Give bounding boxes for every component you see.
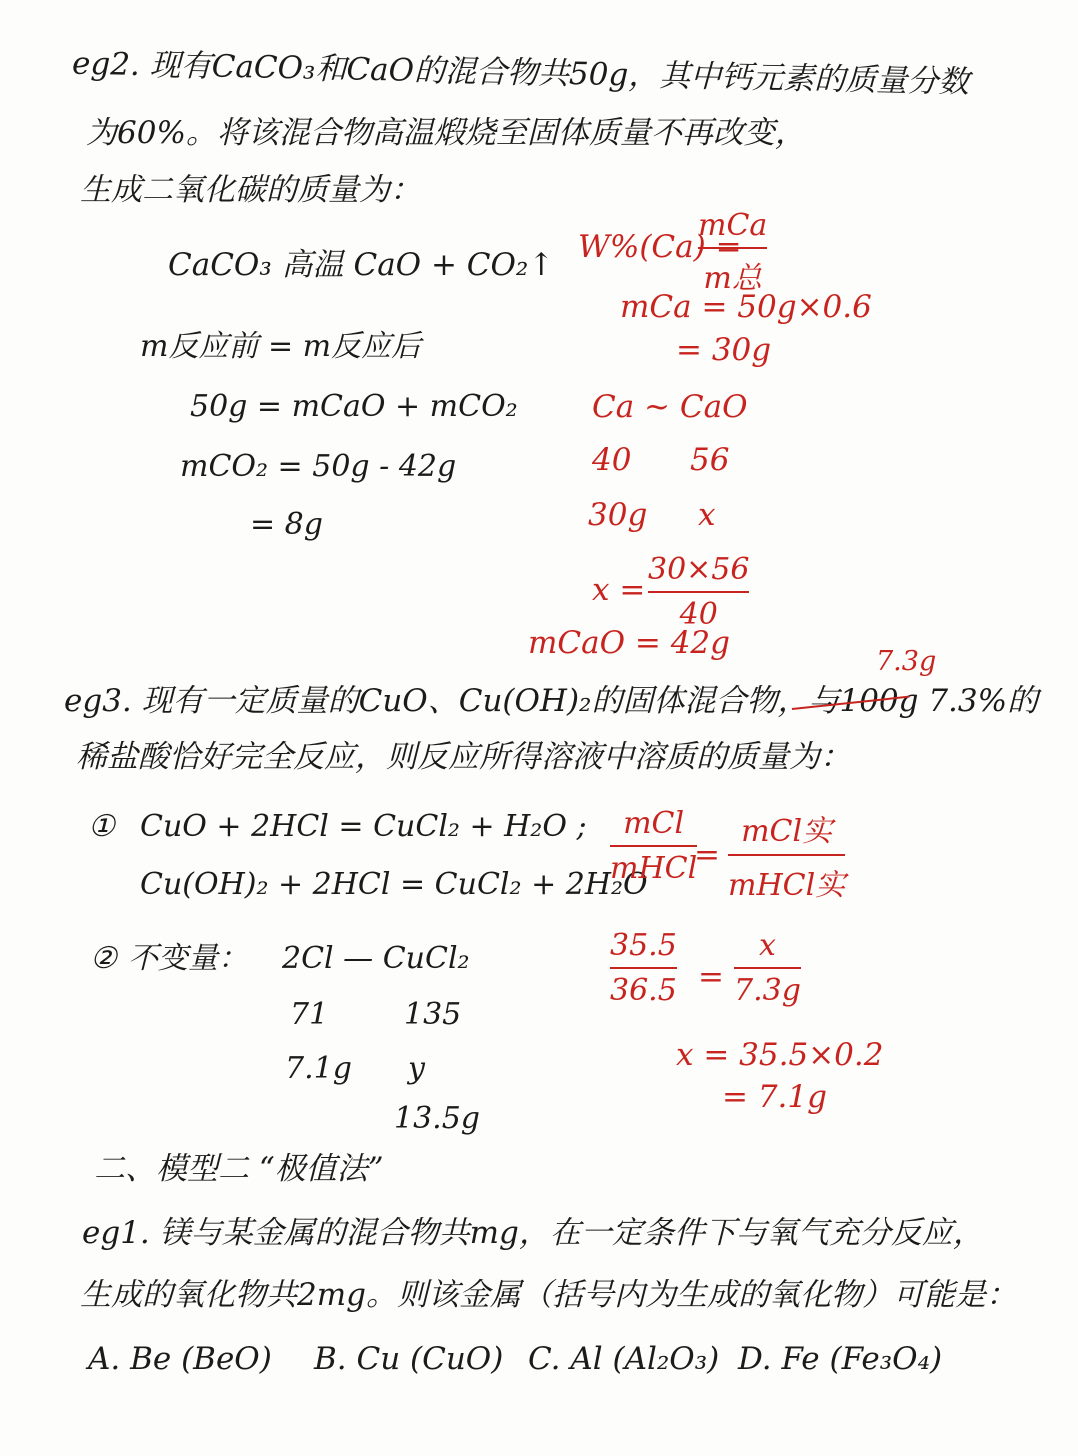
red-note-ratio-pair: Ca ~ CaO — [592, 389, 748, 425]
red-note-percent-fraction — [698, 208, 767, 297]
red-note-x-den: 40 — [679, 597, 718, 632]
red-note-molar-fraction — [610, 928, 677, 1008]
eg2-problem-line2: 为60%。将该混合物高温煅烧至固体质量不再改变， — [86, 115, 806, 151]
red-note-cl-den: mHCl — [610, 851, 698, 886]
circled-number-1: ① — [88, 809, 115, 844]
fraction-bar — [610, 967, 677, 969]
option-a: A. Be (BeO) — [88, 1341, 272, 1377]
eg3-relation-result: 13.5g — [394, 1101, 481, 1136]
fraction-bar — [734, 967, 801, 969]
eg2-step1: 50g = mCaO + mCO₂ — [190, 389, 518, 424]
fraction-bar — [728, 854, 845, 856]
red-note-equals-2: = — [698, 959, 724, 995]
red-note-percent-num: mCa — [698, 208, 768, 243]
eg3-relation-y: y — [408, 1051, 425, 1086]
red-note-actual-den: mHCl实 — [728, 868, 846, 903]
red-note-percent-den: m总 — [703, 261, 762, 296]
red-note-cl-fraction — [610, 806, 697, 886]
red-note-x-over-7.3g — [734, 928, 801, 1008]
red-note-x-fraction — [648, 552, 749, 632]
eg2-problem-line1: eg2. 现有CaCO₃和CaO的混合物共50g，其中钙元素的质量分数 — [71, 45, 970, 101]
eg2-mass-conservation: m反应前 = m反应后 — [140, 329, 422, 364]
option-b: B. Cu (CuO) — [314, 1341, 504, 1377]
circled-number-2: ② — [90, 941, 117, 976]
eg3-relation-135: 135 — [404, 997, 462, 1032]
section-two-heading: 二、模型二 “极值法” — [94, 1151, 384, 1187]
option-d: D. Fe (Fe₃O₄) — [738, 1341, 943, 1377]
eg3-equation-cuo: CuO + 2HCl = CuCl₂ + H₂O ; — [140, 809, 587, 844]
red-note-equals-1: = — [694, 837, 720, 873]
red-note-frac4-num: x — [759, 928, 776, 963]
fraction-bar — [648, 591, 749, 593]
red-note-mcao-result: mCaO = 42g — [528, 625, 730, 661]
eg3-conserved-quantity-label: 不变量： — [128, 941, 248, 976]
eg3-problem-line2: 稀盐酸恰好完全反应，则反应所得溶液中溶质的质量为： — [76, 739, 851, 775]
red-note-ratio-x: x — [698, 497, 716, 533]
red-note-x-result: = 7.1g — [722, 1079, 827, 1115]
fraction-bar — [610, 845, 697, 847]
red-note-x-line: x = 35.5×0.2 — [676, 1037, 884, 1073]
red-note-percent-lhs: W%(Ca) = — [578, 229, 742, 265]
eg2-step2: mCO₂ = 50g - 42g — [180, 449, 457, 484]
red-note-x-lhs: x = — [592, 572, 646, 608]
fraction-bar — [698, 247, 767, 249]
section-two-eg1-line1: eg1. 镁与某金属的混合物共mg，在一定条件下与氧气充分反应， — [82, 1215, 984, 1251]
red-note-ratio-30g: 30g — [588, 497, 648, 533]
eg2-step3: = 8g — [250, 507, 323, 542]
red-note-actual-fraction — [728, 806, 845, 904]
option-c: C. Al (Al₂O₃) — [528, 1341, 720, 1377]
eg3-relation-7.1g: 7.1g — [285, 1051, 352, 1086]
red-note-7.3g-annotation: 7.3g — [876, 646, 937, 677]
red-note-x-num: 30×56 — [648, 552, 750, 587]
red-note-mca-line: mCa = 50g×0.6 — [620, 289, 872, 325]
eg2-decomposition-equation: CaCO₃ 高温 CaO + CO₂↑ — [168, 247, 555, 283]
eg3-relation-pair: 2Cl — CuCl₂ — [282, 941, 470, 976]
red-note-frac4-den: 7.3g — [734, 973, 801, 1008]
eg3-equation-cuoh2: Cu(OH)₂ + 2HCl = CuCl₂ + 2H₂O — [140, 867, 648, 902]
eg3-problem-line1: eg3. 现有一定质量的CuO、Cu(OH)₂的固体混合物，与100g 7.3%的 — [64, 683, 1039, 719]
red-note-ratio-40: 40 — [592, 442, 632, 478]
red-note-molar-num: 35.5 — [610, 928, 677, 963]
eg3-relation-71: 71 — [290, 997, 329, 1032]
section-two-eg1-line2: 生成的氧化物共2mg。则该金属（括号内为生成的氧化物）可能是： — [80, 1277, 1017, 1313]
red-note-cl-num: mCl — [623, 806, 685, 841]
red-note-actual-num: mCl实 — [741, 814, 833, 849]
eg2-problem-line3: 生成二氧化碳的质量为： — [80, 172, 421, 208]
red-note-ratio-56: 56 — [690, 442, 730, 478]
red-note-molar-den: 36.5 — [610, 973, 677, 1008]
red-note-mca-result: = 30g — [676, 332, 772, 368]
